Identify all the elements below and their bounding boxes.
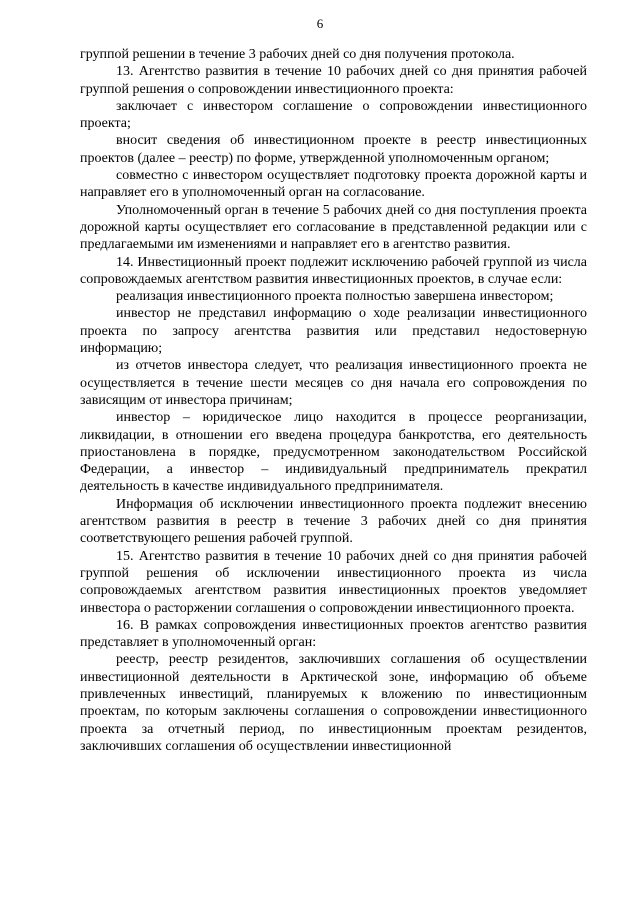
paragraph: реализация инвестиционного проекта полностью завершена инвестором; [116,289,554,305]
paragraph: совместно с инвестором осуществляет подготовку проекта дорожной карты и направляет его в уполномоченный орган на согласование. [80,168,587,201]
paragraph: вносит сведения об инвестиционном проекте в реестр инвестиционных проектов (далее – реестр) по форме, утвержденной уполномоченным органом; [80,133,587,166]
paragraph: 16. В рамках сопровождения инвестиционных проектов агентство развития представляет в уполномоченный орган: [80,617,587,651]
page-number: 6 [316,16,324,31]
paragraph: реестр, реестр резидентов, заключивших соглашения об осуществлении инвестиционной деятельности в Арктической зоне, информацию об объеме привлеченных инвестиций, планируемых к вложению по инвестиционным проектам, по которым заключены соглашения о сопровождении инвестиционного проекта за отчетный период, по инвестиционным проектам резидентов, заключивших соглашения об осуществлении инвестиционной [80,652,587,754]
paragraph: из отчетов инвестора следует, что реализация инвестиционного проекта не осуществляется в течение шести месяцев со дня начала его сопровождения по зависящим от инвестора причинам; [80,358,587,408]
paragraph: заключает с инвестором соглашение о сопровождении инвестиционного проекта; [80,98,587,132]
document-body [80,46,587,755]
paragraph: 15. Агентство развития в течение 10 рабочих дней со дня принятия рабочей группой решения об исключении инвестиционного проекта из числа сопровождаемых агентством развития инвестиционных проектов уведомляет инвестора о расторжении соглашения о сопровождении инвестиционного проекта. [80,548,587,616]
paragraph: 14. Инвестиционный проект подлежит исключению рабочей группой из числа сопровождаемых агентством развития инвестиционных проектов, в случае если: [80,254,587,287]
paragraph: инвестор – юридическое лицо находится в процессе реорганизации, ликвидации, в отношении его введена процедура банкротства, его деятельность приостановлена в порядке, предусмотренном законодательством Российской Федерации, а инвестор – индивидуальный предприниматель прекратил деятельность в качестве индивидуального предпринимателя. [80,410,587,495]
paragraph: Информация об исключении инвестиционного проекта подлежит внесению агентством развития в реестр в течение 3 рабочих дней со дня принятия соответствующего решения рабочей группой. [80,496,587,547]
paragraph: 13. Агентство развития в течение 10 рабочих дней со дня принятия рабочей группой решения о сопровождении инвестиционного проекта: [80,64,587,97]
paragraph: группой решении в течение 3 рабочих дней со дня получения протокола. [80,47,515,62]
paragraph: Уполномоченный орган в течение 5 рабочих дней со дня поступления проекта дорожной карты осуществляет его согласование в представленной редакции или с предлагаемыми им изменениями и направляет его в агентство развития. [80,202,587,253]
paragraph: инвестор не представил информацию о ходе реализации инвестиционного проекта по запросу агентства развития или представил недостоверную информацию; [80,306,587,357]
